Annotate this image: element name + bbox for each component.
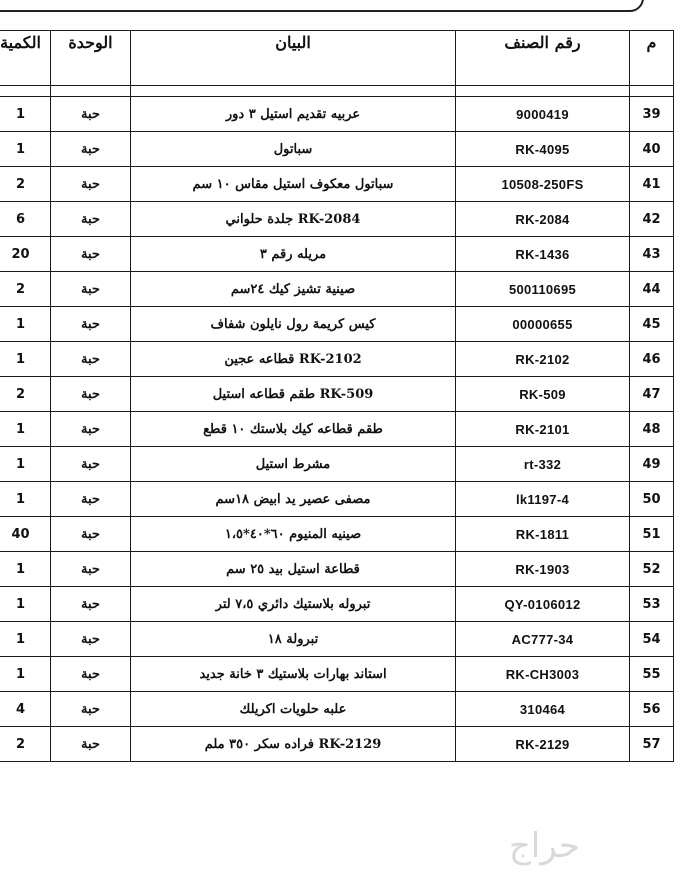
table-row <box>0 622 674 657</box>
row-item-code: 00000655 <box>456 307 630 342</box>
table-row <box>0 272 674 307</box>
row-quantity: 1 <box>0 447 51 482</box>
row-description: صينيه المنيوم ٦٠*٤٠*١،٥ <box>131 517 456 552</box>
row-index: 51 <box>630 517 674 552</box>
row-item-code: RK-1436 <box>456 237 630 272</box>
row-item-code: 10508-250FS <box>456 167 630 202</box>
row-item-code: rt-332 <box>456 447 630 482</box>
row-unit: حبة <box>51 202 131 237</box>
row-unit: حبة <box>51 167 131 202</box>
row-quantity: 1 <box>0 307 51 342</box>
row-description: RK-2129 فراده سكر ٣٥٠ ملم <box>131 727 456 762</box>
row-quantity: 1 <box>0 622 51 657</box>
table-row <box>0 482 674 517</box>
row-unit: حبة <box>51 692 131 727</box>
table-row <box>0 552 674 587</box>
row-item-code: lk1197-4 <box>456 482 630 517</box>
row-index: 53 <box>630 587 674 622</box>
watermark-logo: حراج <box>508 826 580 866</box>
row-item-code: RK-509 <box>456 377 630 412</box>
row-unit: حبة <box>51 377 131 412</box>
row-description: RK-2102 قطاعه عجين <box>131 342 456 377</box>
row-description: عربيه تقديم استيل ٣ دور <box>131 97 456 132</box>
row-index: 40 <box>630 132 674 167</box>
table-row <box>0 237 674 272</box>
row-quantity: 1 <box>0 97 51 132</box>
row-unit: حبة <box>51 237 131 272</box>
row-description: مريله رقم ٣ <box>131 237 456 272</box>
row-unit: حبة <box>51 307 131 342</box>
row-description: مشرط استيل <box>131 447 456 482</box>
header-description: البيان <box>131 31 456 86</box>
header-row <box>0 31 674 86</box>
row-description: سباتول معكوف استيل مقاس ١٠ سم <box>131 167 456 202</box>
row-item-code: RK-2084 <box>456 202 630 237</box>
row-quantity: 1 <box>0 482 51 517</box>
row-unit: حبة <box>51 482 131 517</box>
row-index: 48 <box>630 412 674 447</box>
row-index: 46 <box>630 342 674 377</box>
row-unit: حبة <box>51 622 131 657</box>
row-item-code: RK-4095 <box>456 132 630 167</box>
row-unit: حبة <box>51 342 131 377</box>
row-quantity: 2 <box>0 167 51 202</box>
row-unit: حبة <box>51 97 131 132</box>
row-quantity: 4 <box>0 692 51 727</box>
row-item-code: RK-2129 <box>456 727 630 762</box>
row-index: 47 <box>630 377 674 412</box>
row-unit: حبة <box>51 657 131 692</box>
row-quantity: 2 <box>0 727 51 762</box>
row-index: 44 <box>630 272 674 307</box>
row-item-code: 500110695 <box>456 272 630 307</box>
row-unit: حبة <box>51 272 131 307</box>
header-item-code: رقم الصنف <box>456 31 630 86</box>
row-item-code: RK-2101 <box>456 412 630 447</box>
row-quantity: 20 <box>0 237 51 272</box>
row-item-code: RK-1903 <box>456 552 630 587</box>
row-description: صينية تشيز كيك ٢٤سم <box>131 272 456 307</box>
row-index: 39 <box>630 97 674 132</box>
row-description: RK-509 طقم قطاعه استيل <box>131 377 456 412</box>
row-index: 52 <box>630 552 674 587</box>
row-description: مصفى عصير يد ابيض ١٨سم <box>131 482 456 517</box>
row-description: قطاعة استيل بيد ٢٥ سم <box>131 552 456 587</box>
table-row <box>0 342 674 377</box>
row-description: تبرولة ١٨ <box>131 622 456 657</box>
row-index: 56 <box>630 692 674 727</box>
row-quantity: 1 <box>0 132 51 167</box>
table-row <box>0 97 674 132</box>
row-index: 45 <box>630 307 674 342</box>
table-row <box>0 692 674 727</box>
row-description: طقم قطاعه كيك بلاستك ١٠ قطع <box>131 412 456 447</box>
row-index: 43 <box>630 237 674 272</box>
row-index: 49 <box>630 447 674 482</box>
row-item-code: AC777-34 <box>456 622 630 657</box>
table-row <box>0 167 674 202</box>
row-unit: حبة <box>51 552 131 587</box>
table-row <box>0 132 674 167</box>
row-description: سباتول <box>131 132 456 167</box>
row-index: 42 <box>630 202 674 237</box>
row-index: 57 <box>630 727 674 762</box>
row-item-code: 310464 <box>456 692 630 727</box>
row-index: 41 <box>630 167 674 202</box>
row-description: علبه حلويات اكريلك <box>131 692 456 727</box>
row-description: استاند بهارات بلاستيك ٣ خانة جديد <box>131 657 456 692</box>
table-row <box>0 727 674 762</box>
table-row <box>0 307 674 342</box>
row-index: 54 <box>630 622 674 657</box>
table-row <box>0 517 674 552</box>
row-quantity: 2 <box>0 377 51 412</box>
row-unit: حبة <box>51 517 131 552</box>
row-index: 50 <box>630 482 674 517</box>
row-description: RK-2084 جلدة حلواني <box>131 202 456 237</box>
header-quantity: الكمية <box>0 31 51 86</box>
header-frame <box>0 0 644 12</box>
table-row <box>0 202 674 237</box>
row-quantity: 1 <box>0 552 51 587</box>
row-quantity: 1 <box>0 412 51 447</box>
items-table <box>0 30 674 762</box>
table-row <box>0 447 674 482</box>
row-quantity: 2 <box>0 272 51 307</box>
row-item-code: 9000419 <box>456 97 630 132</box>
row-item-code: QY-0106012 <box>456 587 630 622</box>
row-quantity: 1 <box>0 342 51 377</box>
table-row <box>0 377 674 412</box>
row-description: كيس كريمة رول نايلون شفاف <box>131 307 456 342</box>
table-row <box>0 587 674 622</box>
spacer-row <box>0 86 674 97</box>
row-quantity: 40 <box>0 517 51 552</box>
row-index: 55 <box>630 657 674 692</box>
row-quantity: 1 <box>0 587 51 622</box>
table-row <box>0 657 674 692</box>
header-index: م <box>630 31 674 86</box>
row-unit: حبة <box>51 132 131 167</box>
header-unit: الوحدة <box>51 31 131 86</box>
row-quantity: 1 <box>0 657 51 692</box>
row-unit: حبة <box>51 412 131 447</box>
row-item-code: RK-CH3003 <box>456 657 630 692</box>
table-row <box>0 412 674 447</box>
row-quantity: 6 <box>0 202 51 237</box>
row-item-code: RK-1811 <box>456 517 630 552</box>
row-description: تبروله بلاستيك دائري ٧،٥ لتر <box>131 587 456 622</box>
row-unit: حبة <box>51 587 131 622</box>
row-item-code: RK-2102 <box>456 342 630 377</box>
row-unit: حبة <box>51 447 131 482</box>
row-unit: حبة <box>51 727 131 762</box>
